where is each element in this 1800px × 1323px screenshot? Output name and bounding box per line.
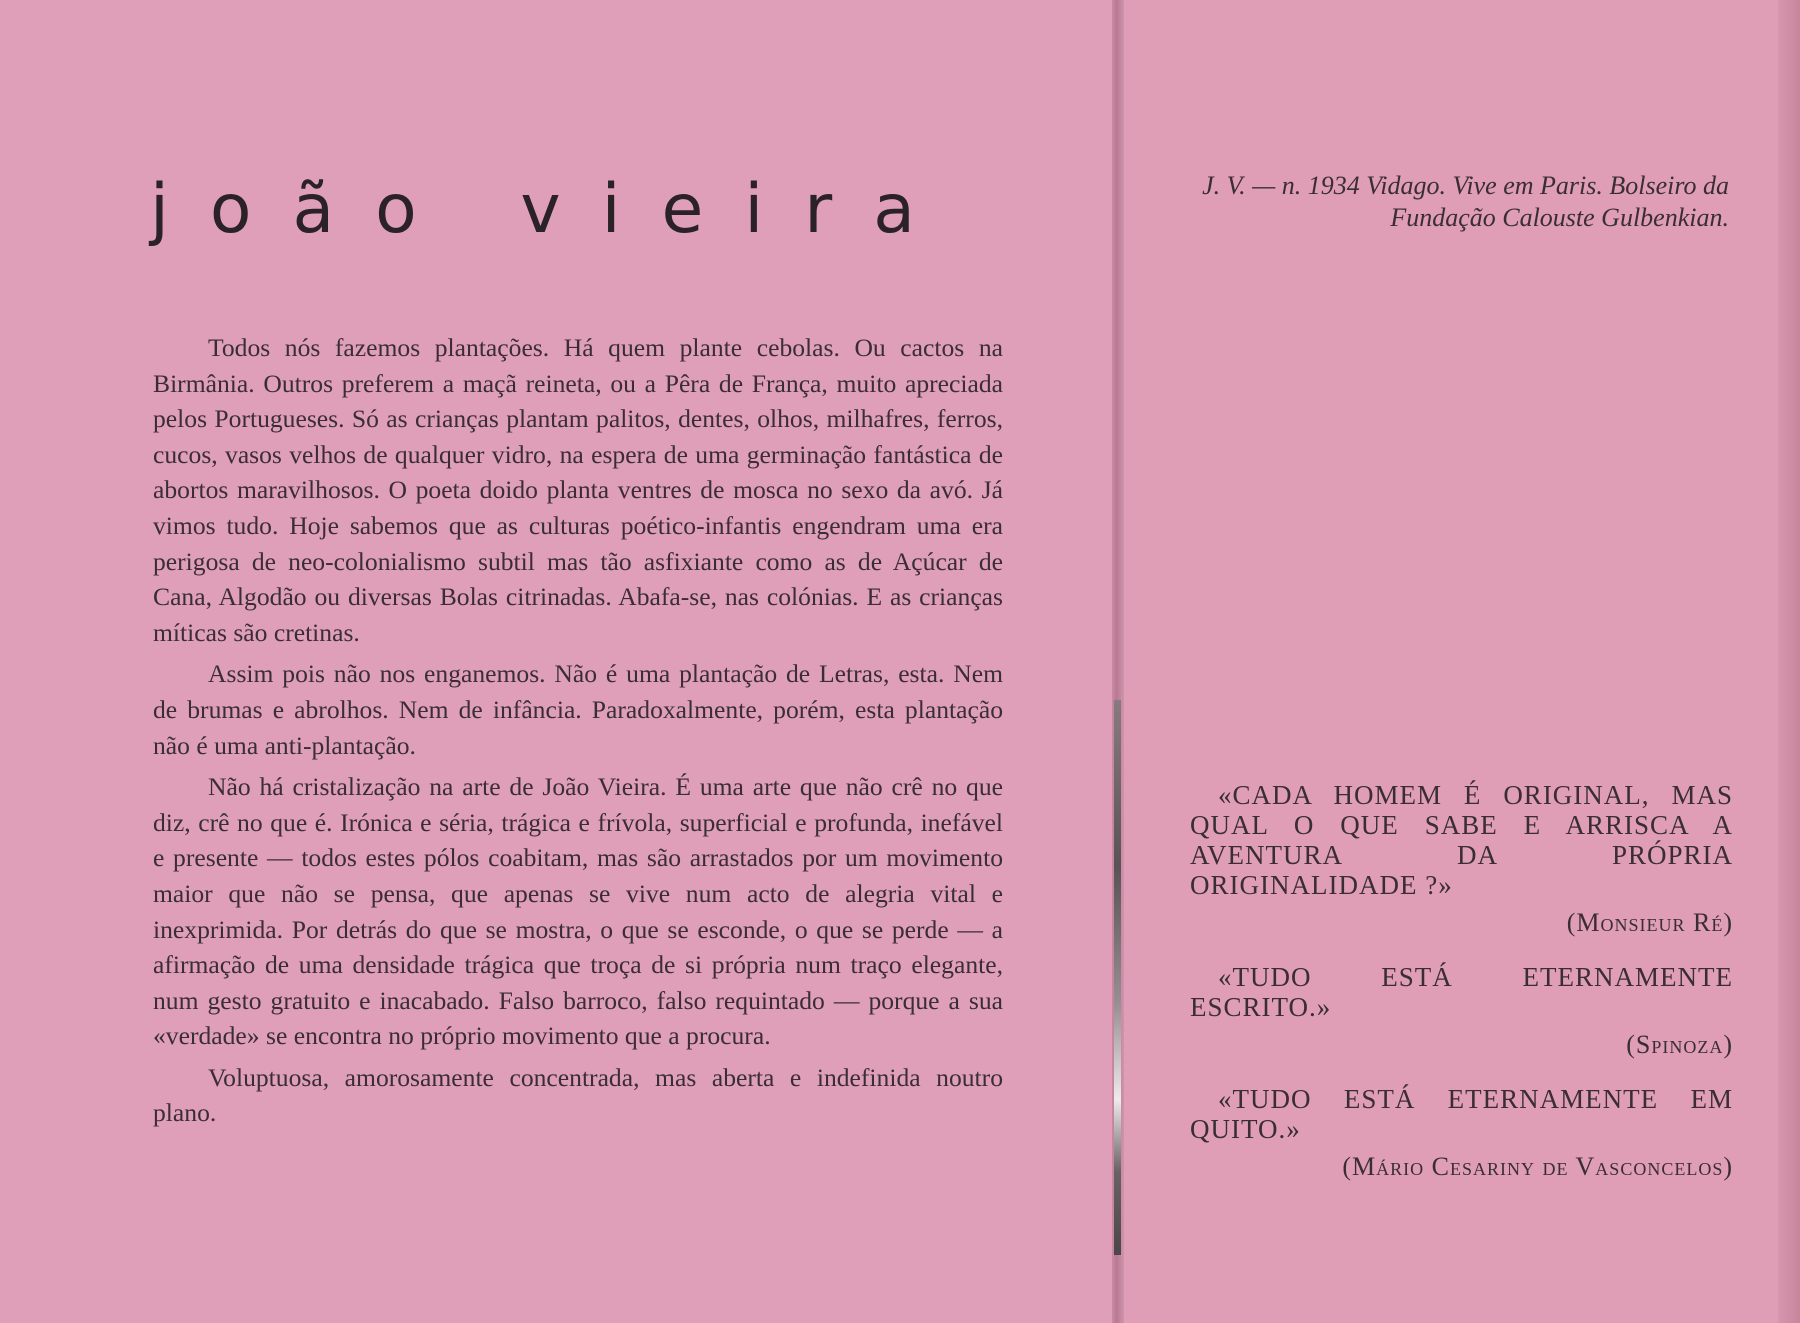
page-edge [1778,0,1800,1323]
essay-text [153,330,1003,1137]
quote-text: «TUDO ESTÁ ETERNAMENTE EM QUITO.» [1190,1084,1733,1144]
quote-author: (Spinoza) [1626,1030,1733,1059]
artist-bio: J. V. — n. 1934 Vidago. Vive em Paris. Bolseiro da Fundação Calouste Gulbenkian. [1202,171,1729,232]
quote-text: «TUDO ESTÁ ETERNAMENTE ESCRITO.» [1190,962,1733,1022]
spine-binding [1114,700,1121,1255]
quote-author: (Monsieur Ré) [1566,908,1733,937]
quote-author: (Mário Cesariny de Vasconcelos) [1342,1152,1733,1181]
paragraph: Todos nós fazemos plantações. Há quem plante cebolas. Ou cactos na Birmânia. Outros preferem a maçã reineta, ou a Pêra de França, muito apreciada pelos Portugueses. Só as crianças plantam palitos, dentes, olhos, milhafres, ferros, cucos, vasos velhos de qualquer vidro, na espera de uma germinação fantástica de abortos maravilhosos. O poeta doido planta ventres de mosca no sexo da avó. Já vimos tudo. Hoje sabemos que as culturas poético-infantis engendram uma era perigosa de neo-colonialismo subtil mas tão asfixiante como as de Açúcar de Cana, Algodão ou diversas Bolas citrinadas. Abafa-se, nas colónias. E as crianças míticas são cretinas. [153,333,1003,647]
page-title: joão vieira [150,170,956,249]
paragraph: Voluptuosa, amorosamente concentrada, mas aberta e indefinida noutro plano. [153,1062,1003,1128]
quote-text: «CADA HOMEM É ORIGINAL, MAS QUAL O QUE SABE E ARRISCA A AVENTURA DA PRÓPRIA ORIGINALIDADE ?» [1190,780,1733,900]
quotes-block [1190,780,1733,1206]
paragraph: Assim pois não nos enganemos. Não é uma plantação de Letras, esta. Nem de brumas e abrolhos. Nem de infância. Paradoxalmente, porém, esta plantação não é uma anti-plantação. [153,659,1003,760]
paragraph: Não há cristalização na arte de João Vieira. É uma arte que não crê no que diz, crê no que é. Irónica e séria, trágica e frívola, superficial e profunda, inefável e presente — todos estes pólos coabitam, mas são arrastados por um movimento maior que não se pensa, que apenas se vive num acto de alegria vital e inexprimida. Por detrás do que se mostra, o que se esconde, o que se perde — a afirmação de uma densidade trágica que troça de si própria num traço elegante, num gesto gratuito e inacabado. Falso barroco, falso requintado — porque a sua «verdade» se encontra no próprio movimento que a procura. [153,772,1003,1051]
